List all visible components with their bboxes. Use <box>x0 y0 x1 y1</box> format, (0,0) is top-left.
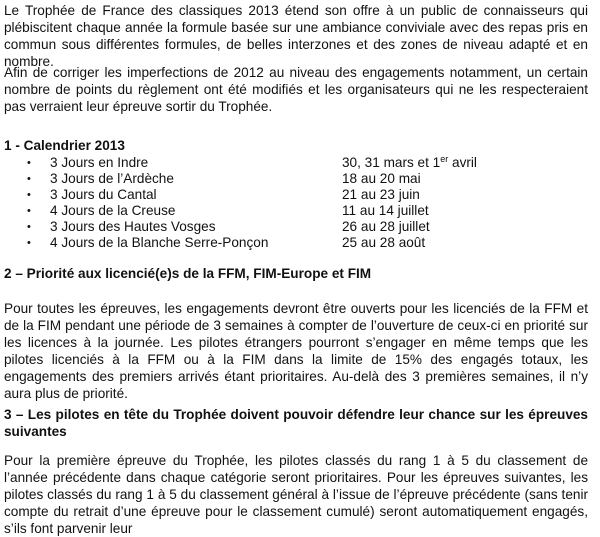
event-date: 30, 31 mars et 1er avril <box>342 154 477 170</box>
calendar-item <box>0 187 600 203</box>
calendar-item <box>0 219 600 235</box>
event-name: 3 Jours en Indre <box>50 155 149 170</box>
event-date: 21 au 23 juin <box>342 187 420 202</box>
event-name: 4 Jours de la Creuse <box>50 203 176 218</box>
calendar-item <box>0 171 600 187</box>
section-2-paragraph: Pour toutes les épreuves, les engagements devront être ouverts pour les licenciés de la FFM et de la FIM pendant une période de 3 semaines à compter de l’ouverture de ceux-ci en priorité sur les licences à la journée. Les pilotes étrangers pourront s’engager en même temps que les pilotes licenciés à la FFM ou à la FIM dans la limite de 15% des engagés totaux, les engagements des premiers arrivés étant prioritaires. Au-delà des 3 premières semaines, il n’y aura plus de priorité. <box>4 301 588 401</box>
event-name: 3 Jours de l’Ardèche <box>50 171 174 186</box>
section-3-paragraph: Pour la première épreuve du Trophée, les pilotes classés du rang 1 à 5 du classement de l’année précédente dans chaque catégorie seront prioritaires. Pour les épreuves suivantes, les pilotes classés du rang 1 à 5 du classement général à l’issue de l’épreuve précédente (sans tenir compte du retrait d’une épreuve pour le classement cumulé) seront automatiquement engagés, s’ils font parvenir leur <box>4 453 588 536</box>
section-2-heading: 2 – Priorité aux licencié(e)s de la FFM, FIM-Europe et FIM <box>4 266 372 281</box>
bullet-icon: • <box>27 157 31 169</box>
event-name: 4 Jours de la Blanche Serre-Ponçon <box>50 235 269 250</box>
event-date: 18 au 20 mai <box>342 171 421 186</box>
bullet-icon: • <box>27 189 31 201</box>
calendar-list <box>0 155 600 251</box>
event-name: 3 Jours des Hautes Vosges <box>50 219 216 234</box>
event-date: 11 au 14 juillet <box>342 203 429 218</box>
calendar-item <box>0 155 600 171</box>
intro-paragraph-1: Le Trophée de France des classiques 2013 étend son offre à un public de connaisseurs qui plébiscitent chaque année la formule basée sur une ambiance conviviale avec des repas pris en commun sous différentes formules, de belles interzones et des zones de niveau adapté et en nombre. <box>4 3 588 69</box>
event-date: 25 au 28 août <box>342 235 426 250</box>
bullet-icon: • <box>27 221 31 233</box>
bullet-icon: • <box>27 205 31 217</box>
intro-paragraph-2: Afin de corriger les imperfections de 2012 au niveau des engagements notamment, un certain nombre de points du règlement ont été modifiés et les organisateurs qui ne les respecteraient pas verraient leur épreuve sortir du Trophée. <box>4 65 588 114</box>
section-3-heading: 3 – Les pilotes en tête du Trophée doivent pouvoir défendre leur chance sur les épreuves suivantes <box>4 407 588 439</box>
calendar-item <box>0 203 600 219</box>
calendar-item <box>0 235 600 251</box>
section-1-heading: 1 - Calendrier 2013 <box>4 138 125 153</box>
bullet-icon: • <box>27 237 31 249</box>
bullet-icon: • <box>27 173 31 185</box>
event-name: 3 Jours du Cantal <box>50 187 157 202</box>
event-date: 26 au 28 juillet <box>342 219 430 234</box>
